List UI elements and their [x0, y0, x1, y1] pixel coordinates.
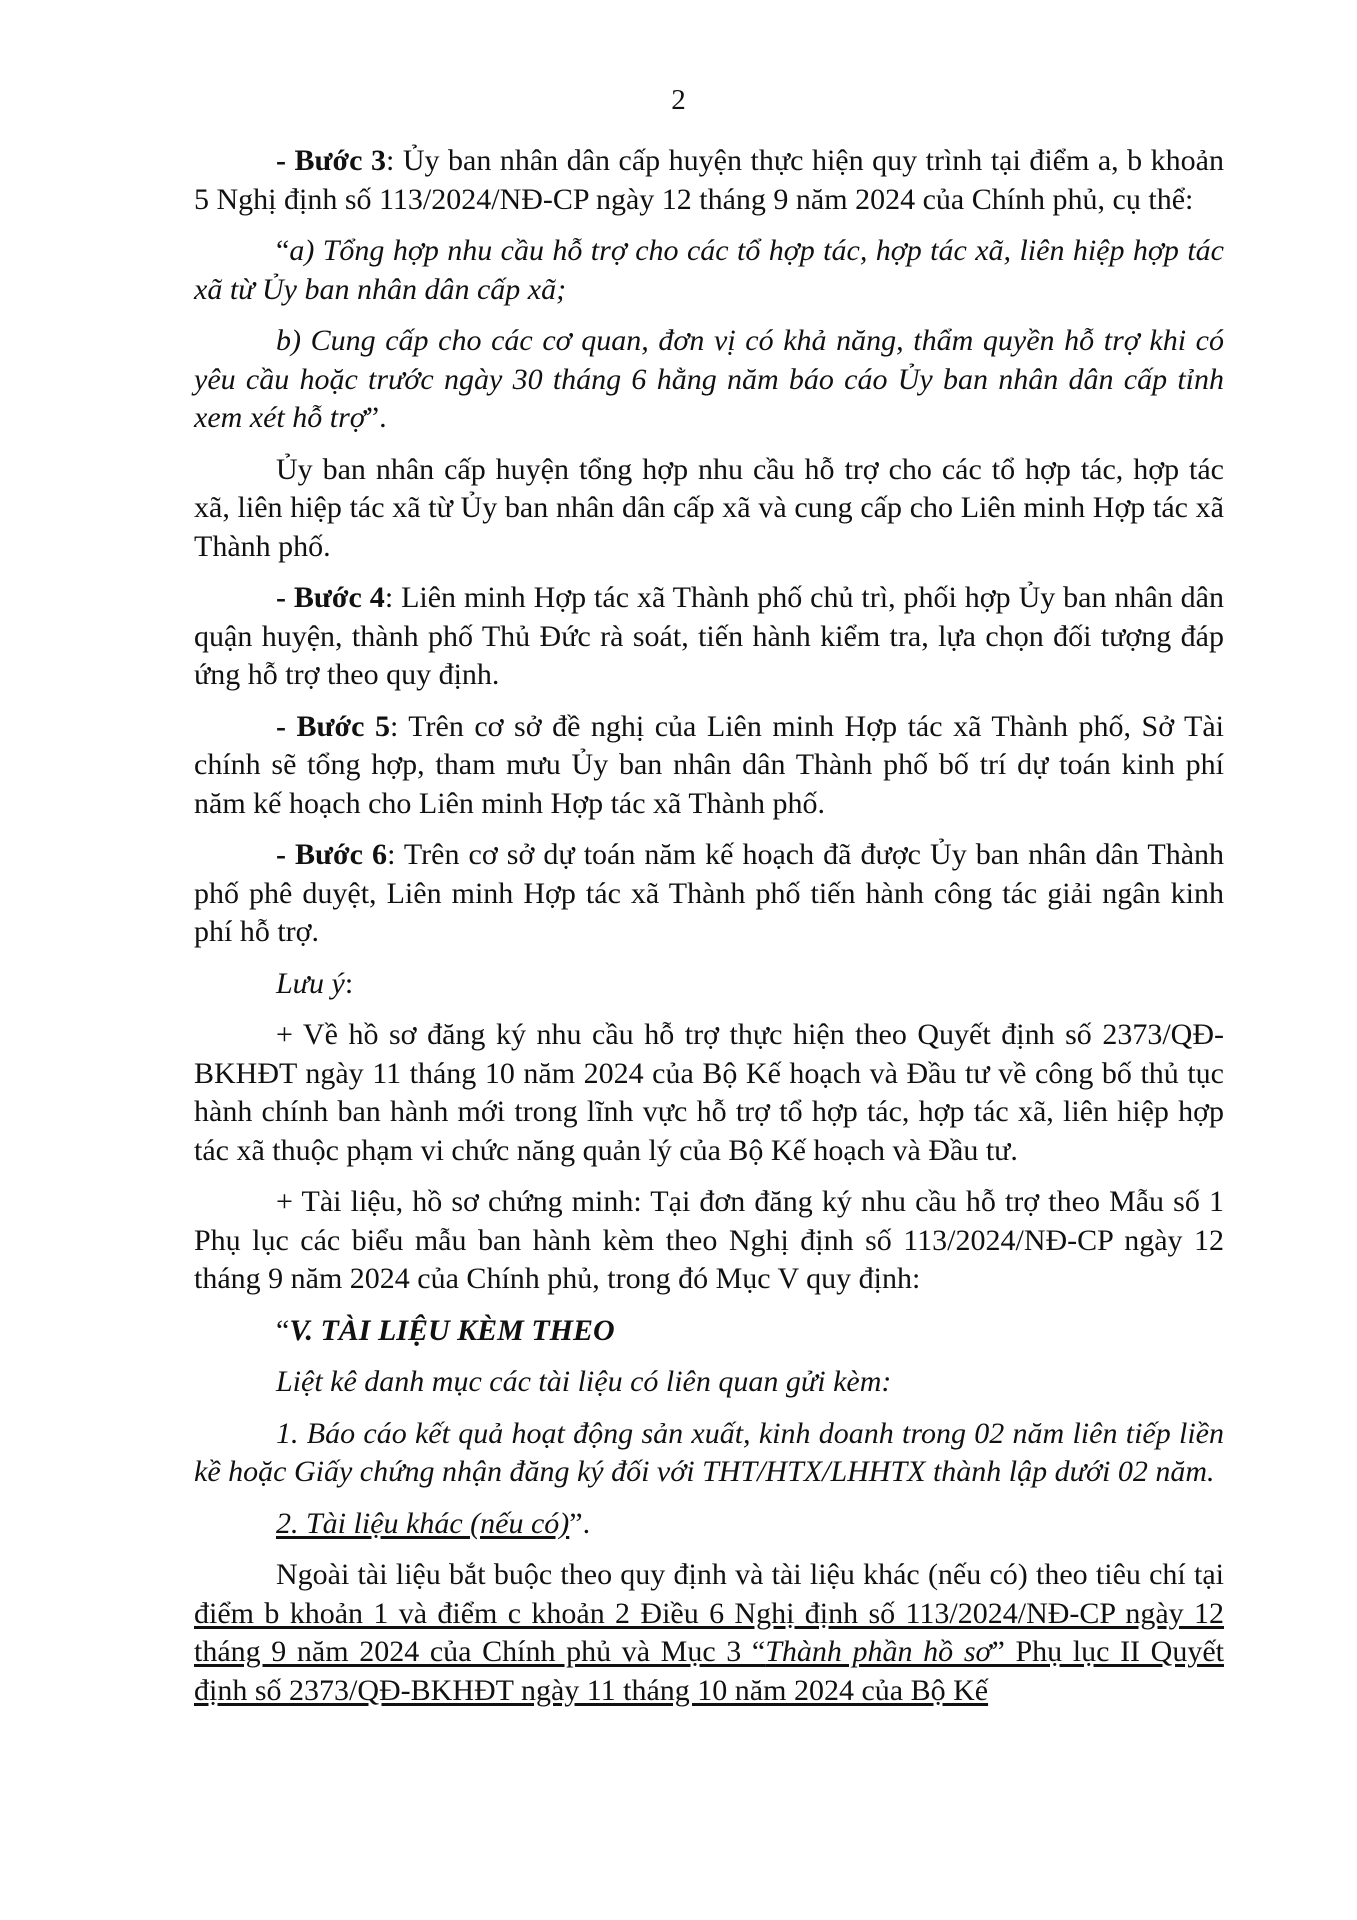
step-6-text: : Trên cơ sở dự toán năm kế hoạch đã được Ủy ban nhân dân Thành phố phê duyệt, Liên minh Hợp tác xã Thành phố tiến hành công tác giải ngân kinh phí hỗ trợ.: [194, 838, 1225, 948]
step-3-paragraph: [194, 142, 1224, 219]
section-v-intro: Liệt kê danh mục các tài liệu có liên quan gửi kèm:: [276, 1365, 892, 1398]
step-4-label: - Bước 4: [276, 581, 385, 614]
note-label: Lưu ý: [276, 966, 345, 1000]
step-4-text: : Liên minh Hợp tác xã Thành phố chủ trì, phối hợp Ủy ban nhân dân quận huyện, thành phố Thủ Đức rà soát, tiến hành kiểm tra, lựa chọn đối tượng đáp ứng hỗ trợ theo quy định.: [194, 581, 1224, 691]
note-1-paragraph: + Về hồ sơ đăng ký nhu cầu hỗ trợ thực hiện theo Quyết định số 2373/QĐ-BKHĐT ngày 11 tháng 10 năm 2024 của Bộ Kế hoạch và Đầu tư về công bố thủ tục hành chính ban hành mới trong lĩnh vực hỗ trợ tổ hợp tác, hợp tác xã, liên hiệp hợp tác xã thuộc phạm vi chức năng quản lý của Bộ Kế hoạch và Đầu tư.: [194, 1018, 1224, 1167]
quote-a-text: a) Tổng hợp nhu cầu hỗ trợ cho các tổ hợp tác, hợp tác xã, liên hiệp hợp tác xã từ Ủy ban nhân dân cấp xã;: [194, 234, 1224, 306]
note-colon: :: [344, 966, 354, 1000]
section-v-item-2: [194, 1505, 1224, 1544]
final-underlined-text-1: điểm b khoản 1 và điểm c khoản 2 Điều 6 Nghị định số 113/2024/NĐ-CP ngày 12 tháng 9 năm 2024 của Chính phủ và Mục 3 “: [194, 1596, 1224, 1668]
step-3-text: : Ủy ban nhân dân cấp huyện thực hiện quy trình tại điểm a, b khoản 5 Nghị định số 113/2024/NĐ-CP ngày 12 tháng 9 năm 2024 của Chính phủ, cụ thể:: [194, 144, 1225, 216]
page-number: 2: [671, 84, 686, 116]
document-body: [194, 142, 1224, 1723]
quote-close-mark: ”.: [365, 401, 387, 434]
step-6-label: - Bước 6: [276, 838, 388, 871]
note-2-paragraph: + Tài liệu, hồ sơ chứng minh: Tại đơn đăng ký nhu cầu hỗ trợ theo Mẫu số 1 Phụ lục các biểu mẫu ban hành kèm theo Nghị định số 113/2024/NĐ-CP ngày 12 tháng 9 năm 2024 của Chính phủ, trong đó Mục V quy định:: [194, 1185, 1224, 1295]
step-4-paragraph: [194, 579, 1224, 695]
step-5-text: : Trên cơ sở đề nghị của Liên minh Hợp tác xã Thành phố, Sở Tài chính sẽ tổng hợp, tham mưu Ủy ban nhân dân Thành phố bố trí dự toán kinh phí năm kế hoạch cho Liên minh Hợp tác xã Thành phố.: [194, 709, 1224, 820]
section-v-title-text: V. TÀI LIỆU KÈM THEO: [289, 1313, 615, 1347]
final-underlined-text-2: ” Phụ lục II Quyết định số 2373/QĐ-BKHĐT ngày 11 tháng 10 năm 2024 của Bộ Kế: [194, 1635, 1224, 1707]
step-6-paragraph: [194, 836, 1224, 952]
section-v-item-1: 1. Báo cáo kết quả hoạt động sản xuất, kinh doanh trong 02 năm liên tiếp liền kề hoặc Giấy chứng nhận đăng ký đối với THT/HTX/LHHTX thành lập dưới 02 năm.: [194, 1416, 1224, 1488]
section-v-item-2-text: 2. Tài liệu khác (nếu có): [276, 1506, 570, 1540]
quote-item-a: [194, 232, 1224, 309]
quote-open-mark: “: [276, 234, 290, 267]
section-v-close-mark: ”.: [569, 1506, 591, 1540]
final-lead-text: Ngoài tài liệu bắt buộc theo quy định và tài liệu khác (nếu có) theo tiêu chí tại: [276, 1558, 1224, 1591]
final-paragraph: [194, 1556, 1224, 1710]
step-5-label: - Bước 5: [276, 709, 390, 743]
quote-b-text: b) Cung cấp cho các cơ quan, đơn vị có khả năng, thẩm quyền hỗ trợ khi có yêu cầu hoặc trước ngày 30 tháng 6 hằng năm báo cáo Ủy ban nhân dân cấp tỉnh xem xét hỗ trợ: [194, 324, 1224, 434]
quote-item-b: [194, 322, 1224, 438]
step-5-paragraph: [194, 708, 1224, 824]
section-v-title: [194, 1312, 1224, 1351]
note-heading: [194, 965, 1224, 1004]
section-v-open-mark: “: [276, 1313, 290, 1347]
final-underlined-italic-text: Thành phần hồ sơ: [765, 1635, 992, 1668]
step-3-label: - Bước 3: [276, 144, 386, 177]
district-paragraph: Ủy ban nhân cấp huyện tổng hợp nhu cầu hỗ trợ cho các tổ hợp tác, hợp tác xã, liên hiệp tác xã từ Ủy ban nhân dân cấp xã và cung cấp cho Liên minh Hợp tác xã Thành phố.: [194, 452, 1224, 563]
